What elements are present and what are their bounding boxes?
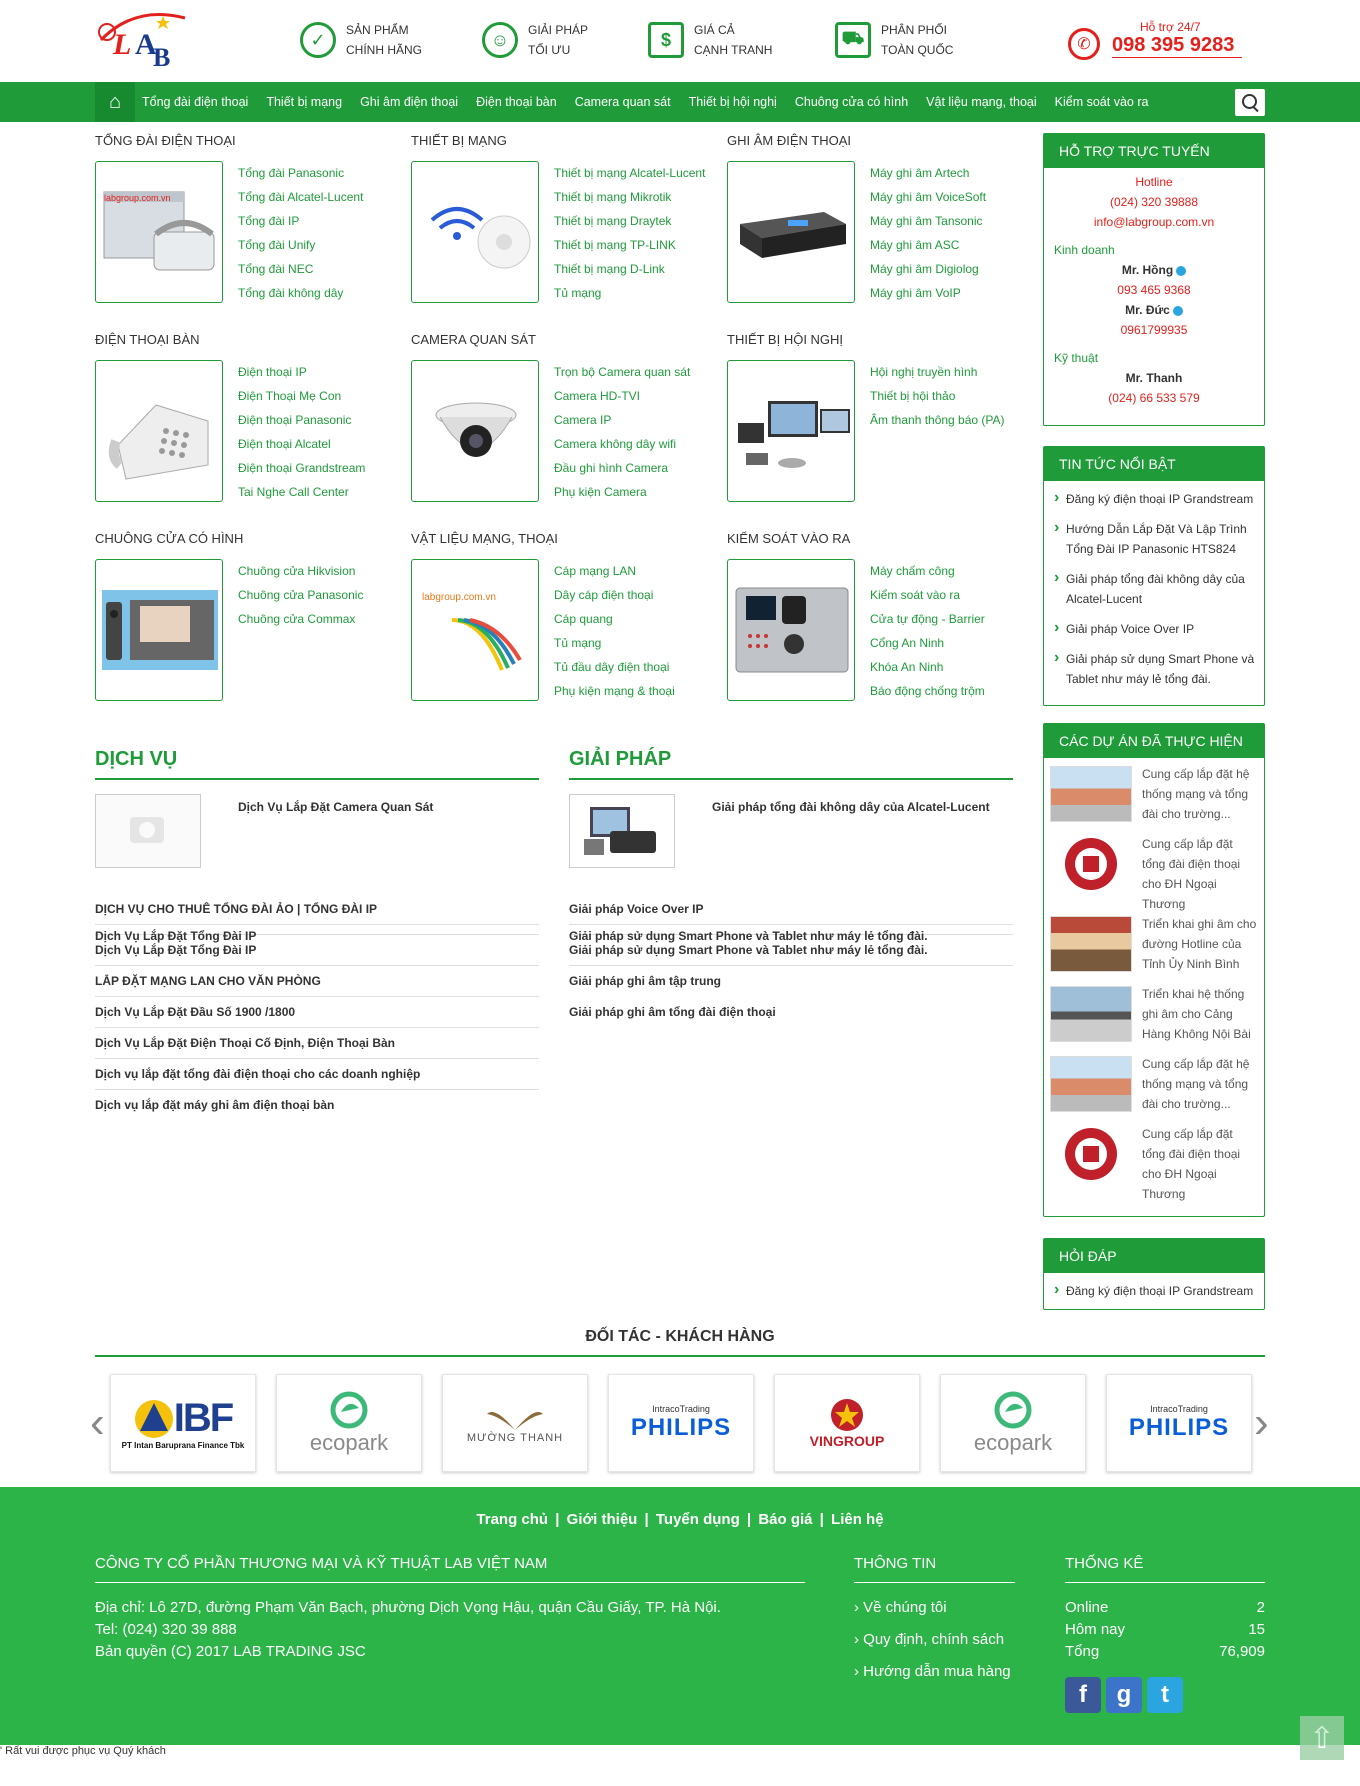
category-link[interactable]: Phụ kiện mạng & thoại [554, 684, 675, 698]
partner-name: ecopark [309, 1430, 389, 1455]
nav-item[interactable]: Điện thoại bàn [476, 95, 557, 109]
services-section [95, 748, 539, 1121]
category-link[interactable]: Hội nghị truyền hình [870, 365, 978, 379]
category-title[interactable]: VẬT LIỆU MẠNG, THOẠI [411, 531, 558, 546]
project-thumb[interactable] [1050, 766, 1132, 822]
news-item[interactable]: › Hướng Dẫn Lắp Đặt Và Lập Trình Tổng Đài IP Panasonic HTS824 [1052, 519, 1256, 559]
partner-logo[interactable] [774, 1374, 920, 1472]
category-link[interactable]: Tổng đài không dây [238, 286, 344, 300]
category-thumb[interactable] [727, 559, 855, 701]
solution-link[interactable]: Giải pháp ghi âm tổng đài điện thoại [569, 1005, 776, 1019]
category-link[interactable]: Tổng đài IP [238, 214, 300, 228]
info-link[interactable]: › Quy định, chính sách [854, 1631, 1005, 1648]
service-link[interactable]: Dịch Vụ Lắp Đặt Điện Thoại Cố Định, Điện Thoại Bàn [95, 1028, 539, 1059]
project-thumb[interactable] [1050, 916, 1132, 972]
service-link[interactable]: Dịch vụ lắp đặt tổng đài điện thoại cho các doanh nghiệp [95, 1059, 539, 1090]
category-thumb[interactable] [727, 161, 855, 303]
info-title: THÔNG TIN [854, 1555, 1015, 1583]
project-thumb[interactable] [1050, 1056, 1132, 1112]
news-item[interactable]: › Đăng ký điện thoại IP Grandstream [1052, 489, 1256, 509]
faq-box [1043, 1238, 1265, 1310]
category-thumb[interactable] [411, 360, 539, 502]
category-link[interactable]: Điện thoại Alcatel [238, 437, 331, 451]
company-tel: Tel: (024) 320 39 888 [95, 1621, 237, 1638]
category-link[interactable]: Chuông cửa Panasonic [238, 588, 364, 602]
category-link[interactable]: Trọn bộ Camera quan sát [554, 365, 691, 379]
stat-row [1065, 1597, 1265, 1619]
stats-title: THỐNG KÊ [1065, 1555, 1265, 1583]
news-item[interactable]: › Giải pháp tổng đài không dây của Alcatel-Lucent [1052, 569, 1256, 609]
service-link[interactable]: Dịch vụ lắp đặt máy ghi âm điện thoại bàn [95, 1098, 335, 1112]
image-placeholder-icon[interactable] [95, 794, 201, 868]
category-link[interactable]: Camera IP [554, 413, 612, 427]
solution-link[interactable]: Giải pháp Voice Over IP [569, 894, 1013, 925]
category-recorder [727, 133, 1037, 300]
svg-text:A: A [135, 28, 157, 61]
category-link[interactable]: Cáp mạng LAN [554, 564, 637, 578]
category-title[interactable]: CAMERA QUAN SÁT [411, 332, 536, 347]
partner-name: VINGROUP [809, 1433, 885, 1449]
service-link[interactable]: Dịch Vụ Lắp Đặt Tổng Đài IP [95, 935, 539, 966]
project-item[interactable] [1044, 758, 1264, 828]
category-materials [411, 531, 721, 698]
category-link[interactable]: Kiểm soát vào ra [870, 588, 961, 602]
project-thumb[interactable] [1050, 986, 1132, 1042]
category-link[interactable]: Điện thoại Grandstream [238, 461, 366, 475]
smile-icon: ☺ [482, 22, 518, 58]
solution-link[interactable]: Giải pháp sử dụng Smart Phone và Tablet như máy lẻ tổng đài. [569, 935, 1013, 966]
feature-line1: GIÁ CẢ [694, 23, 735, 37]
projects-box [1043, 723, 1265, 1217]
category-title[interactable]: GHI ÂM ĐIỆN THOẠI [727, 133, 851, 148]
search-icon[interactable] [1235, 89, 1265, 116]
category-link[interactable]: Máy ghi âm VoIP [870, 286, 961, 300]
project-title[interactable]: Triển khai hệ thống ghi âm cho Cảng Hàng Không Nội Bài [1142, 987, 1251, 1041]
company-name: CÔNG TY CỔ PHẦN THƯƠNG MẠI VÀ KỸ THUẬT LAB VIỆT NAM [95, 1555, 805, 1583]
partner-subtitle: PT Intan Baruprana Finance Tbk [121, 1441, 245, 1450]
skype-icon[interactable] [1176, 266, 1186, 276]
partner-logo[interactable] [1106, 1374, 1252, 1472]
sales-contact-name: Mr. Đức [1125, 303, 1170, 317]
project-item[interactable] [1044, 1118, 1264, 1201]
category-link[interactable]: Cửa tự động - Barrier [870, 612, 985, 626]
category-pbx [95, 133, 405, 300]
news-item[interactable]: › Giải pháp sử dụng Smart Phone và Tablet như máy lẻ tổng đài. [1052, 649, 1256, 689]
category-link[interactable]: Điện Thoại Mẹ Con [238, 389, 342, 403]
category-access-control [727, 531, 1037, 698]
feature-price [648, 20, 772, 60]
home-icon[interactable]: ⌂ [95, 82, 135, 122]
tech-label: Kỹ thuật [1054, 351, 1099, 365]
sales-label: Kinh doanh [1054, 243, 1115, 257]
footer-link[interactable]: Trang chủ [476, 1511, 549, 1528]
divider [95, 1355, 1265, 1357]
nav-item[interactable]: Thiết bị hội nghị [688, 95, 777, 109]
featured-news-box [1043, 446, 1265, 706]
copyright: Bản quyền (C) 2017 LAB TRADING JSC [95, 1643, 366, 1660]
bottom-bar [0, 1745, 1360, 1786]
category-thumb[interactable] [411, 161, 539, 303]
box-title: TIN TỨC NỔI BẬT [1044, 447, 1264, 481]
category-link[interactable]: Máy ghi âm Artech [870, 166, 970, 180]
featured-solution-thumb[interactable] [569, 794, 675, 868]
category-conference [727, 332, 1037, 427]
box-title: HỖ TRỢ TRỰC TUYẾN [1044, 134, 1264, 168]
thumb-watermark: labgroup.com.vn [422, 592, 496, 603]
info-column [854, 1555, 1015, 1683]
category-link[interactable]: Điện thoại IP [238, 365, 307, 379]
category-link[interactable]: Máy ghi âm Tansonic [870, 214, 983, 228]
tech-contact-phone[interactable]: (024) 66 533 579 [1108, 391, 1200, 405]
faq-item[interactable]: › Đăng ký điện thoại IP Grandstream [1052, 1281, 1256, 1301]
nav-item[interactable]: Ghi âm điện thoại [360, 95, 459, 109]
site-header [0, 0, 1360, 82]
feature-line2: TOÀN QUỐC [881, 43, 954, 57]
partner-subtitle: IntracoTrading [652, 1404, 710, 1414]
support-email[interactable]: info@labgroup.com.vn [1093, 215, 1215, 229]
service-link[interactable]: Dịch Vụ Lắp Đặt Tổng Đài IP [95, 925, 539, 935]
project-item[interactable] [1044, 828, 1264, 911]
category-title[interactable]: CHUÔNG CỬA CÓ HÌNH [95, 531, 244, 546]
stat-label: Tổng [1065, 1643, 1100, 1660]
partner-name: ecopark [973, 1430, 1053, 1455]
category-link[interactable]: Tủ đầu dây điện thoại [554, 660, 670, 674]
partner-logo[interactable] [110, 1374, 256, 1472]
lab-logo[interactable] [95, 10, 190, 72]
nav-item[interactable]: Camera quan sát [574, 95, 671, 109]
news-item[interactable]: › Giải pháp Voice Over IP [1052, 619, 1256, 639]
category-link[interactable]: Thiết bị mạng Mikrotik [554, 190, 672, 204]
category-link[interactable]: Máy chấm công [870, 564, 955, 578]
category-link[interactable]: Cổng An Ninh [870, 636, 945, 650]
project-title[interactable]: Cung cấp lắp đặt tổng đài điện thoại cho ĐH Ngoại Thương [1142, 1127, 1241, 1201]
category-link[interactable]: Tai Nghe Call Center [238, 485, 349, 499]
category-link[interactable]: Máy ghi âm VoiceSoft [870, 190, 987, 204]
category-link[interactable]: Chuông cửa Hikvision [238, 564, 356, 578]
solutions-section [569, 748, 1013, 1028]
category-link[interactable]: Máy ghi âm Digiolog [870, 262, 979, 276]
footer-link[interactable]: Báo giá [758, 1511, 813, 1528]
hotline-phone[interactable]: (024) 320 39888 [1109, 195, 1199, 209]
project-title[interactable]: Cung cấp lắp đặt hệ thống mạng và tổng đài cho trường... [1142, 767, 1250, 821]
category-link[interactable]: Dây cáp điện thoại [554, 588, 654, 602]
facebook-icon[interactable]: f [1065, 1677, 1101, 1713]
svg-text:L: L [113, 28, 132, 61]
project-title[interactable]: Cung cấp lắp đặt hệ thống mạng và tổng đài cho trường... [1142, 1057, 1250, 1111]
category-link[interactable]: Thiết bị mạng Draytek [554, 214, 672, 228]
footer-link[interactable]: Liên hệ [831, 1511, 884, 1528]
money-hand-icon: $ [648, 22, 684, 58]
category-link[interactable]: Tổng đài Alcatel-Lucent [238, 190, 364, 204]
category-title[interactable]: TỔNG ĐÀI ĐIỆN THOẠI [95, 133, 236, 148]
partner-logo[interactable] [608, 1374, 754, 1472]
sales-contact-name: Mr. Hồng [1121, 263, 1174, 277]
hotline-label: Hotline [1135, 175, 1173, 189]
category-title[interactable]: KIỂM SOÁT VÀO RA [727, 531, 851, 546]
category-link[interactable]: Thiết bị hội thảo [870, 389, 956, 403]
feature-delivery [835, 20, 953, 60]
hotline-label: Hỗ trợ 24/7 [1140, 20, 1201, 34]
service-link[interactable]: LẮP ĐẶT MẠNG LAN CHO VĂN PHÒNG [95, 966, 539, 997]
info-link[interactable]: › Hướng dẫn mua hàng [854, 1663, 1011, 1680]
partner-name: PHILIPS [630, 1414, 732, 1441]
category-link[interactable]: Âm thanh thông báo (PA) [870, 413, 1005, 427]
service-link[interactable]: DỊCH VỤ CHO THUÊ TỔNG ĐÀI ẢO | TỔNG ĐÀI IP [95, 894, 539, 925]
category-link[interactable]: Cáp quang [554, 612, 613, 626]
category-link[interactable]: Chuông cửa Commax [238, 612, 356, 626]
project-title[interactable]: Triển khai ghi âm cho đường Hotline của Tỉnh Ủy Ninh Bình [1142, 917, 1257, 971]
google-plus-icon[interactable]: g [1106, 1677, 1142, 1713]
site-footer [0, 1487, 1360, 1745]
category-link[interactable]: Thiết bị mạng D-Link [554, 262, 665, 276]
project-title[interactable]: Cung cấp lắp đặt tổng đài điện thoại cho ĐH Ngoại Thương [1142, 837, 1241, 911]
info-link[interactable]: › Về chúng tôi [854, 1599, 947, 1616]
feature-solution [482, 20, 588, 60]
nav-item[interactable]: Thiết bị mạng [266, 95, 343, 109]
stat-value: 15 [1248, 1621, 1265, 1638]
category-link[interactable]: Tổng đài Unify [238, 238, 316, 252]
partner-logo[interactable] [940, 1374, 1086, 1472]
featured-service[interactable] [95, 794, 539, 894]
featured-solution[interactable] [569, 794, 1013, 894]
category-link[interactable]: Báo động chống trộm [870, 684, 985, 698]
solution-link[interactable]: Giải pháp ghi âm tập trung [569, 974, 722, 988]
feature-genuine [300, 20, 422, 60]
category-network [411, 133, 721, 300]
partners-title: ĐỐI TÁC - KHÁCH HÀNG [585, 1328, 775, 1345]
section-title[interactable]: DỊCH VỤ [95, 748, 539, 780]
project-item[interactable] [1044, 908, 1264, 978]
category-title[interactable]: ĐIỆN THOẠI BÀN [95, 332, 200, 347]
main-nav [0, 82, 1360, 122]
featured-service-title[interactable]: Dịch Vụ Lắp Đặt Camera Quan Sát [238, 800, 434, 814]
category-thumb[interactable] [727, 360, 855, 502]
project-thumb[interactable] [1050, 836, 1132, 892]
category-desk-phone [95, 332, 405, 499]
bottom-message: ' Rất vui được phục vụ Quý khách [0, 1745, 166, 1757]
skype-icon[interactable] [1173, 306, 1183, 316]
tech-contact-name: Mr. Thanh [1125, 371, 1183, 385]
company-address: Địa chỉ: Lô 27D, đường Phạm Văn Bạch, phường Dịch Vọng Hậu, quận Cầu Giấy, TP. Hà Nội. [95, 1599, 721, 1616]
service-link[interactable]: Dịch Vụ Lắp Đặt Đầu Số 1900 /1800 [95, 997, 539, 1028]
category-link[interactable]: Camera HD-TVI [554, 389, 641, 403]
category-doorbell [95, 531, 405, 626]
twitter-icon[interactable]: t [1147, 1677, 1183, 1713]
category-link[interactable]: Đầu ghi hình Camera [554, 461, 669, 475]
category-camera [411, 332, 721, 499]
box-title: HỎI ĐÁP [1044, 1239, 1264, 1273]
nav-item[interactable]: Tổng đài điện thoại [142, 95, 249, 109]
footer-link[interactable]: Giới thiệu [566, 1511, 638, 1528]
category-link[interactable]: Thiết bị mạng Alcatel-Lucent [554, 166, 706, 180]
category-link[interactable]: Tủ mạng [554, 636, 602, 650]
category-title[interactable]: THIẾT BỊ MẠNG [411, 133, 507, 148]
partner-subtitle: IntracoTrading [1150, 1404, 1208, 1414]
project-item[interactable] [1044, 978, 1264, 1048]
project-item[interactable] [1044, 1048, 1264, 1118]
partner-name: IBF [173, 1396, 233, 1440]
scroll-to-top-icon[interactable]: ⇧ [1300, 1716, 1344, 1760]
category-thumb[interactable] [95, 161, 223, 303]
category-link[interactable]: Tủ mạng [554, 286, 602, 300]
category-link[interactable]: Camera không dây wifi [554, 437, 677, 451]
stat-value: 2 [1256, 1599, 1265, 1616]
category-thumb[interactable] [95, 559, 223, 701]
company-info [95, 1555, 805, 1663]
partner-logo[interactable] [276, 1374, 422, 1472]
phone-icon: ✆ [1068, 28, 1100, 60]
chevron-left-icon[interactable]: ‹ [90, 1398, 105, 1447]
category-thumb[interactable] [95, 360, 223, 502]
featured-solution-title[interactable]: Giải pháp tổng đài không dây của Alcatel-Lucent [712, 800, 990, 814]
category-link[interactable]: Tổng đài NEC [238, 262, 314, 276]
box-title: CÁC DỰ ÁN ĐÃ THỰC HIỆN [1044, 724, 1264, 758]
partner-name: MƯỜNG THANH [466, 1432, 564, 1444]
category-link[interactable]: Thiết bị mạng TP-LINK [554, 238, 676, 252]
project-thumb[interactable] [1050, 1126, 1132, 1182]
solution-link[interactable]: Giải pháp sử dụng Smart Phone và Tablet như máy lẻ tổng đài. [569, 925, 1013, 935]
category-link[interactable]: Khóa An Ninh [870, 660, 944, 674]
category-thumb[interactable] [411, 559, 539, 701]
footer-link[interactable]: Tuyển dụng [655, 1511, 740, 1528]
feature-line2: CẠNH TRANH [694, 43, 773, 57]
stat-label: Online [1065, 1599, 1109, 1616]
stat-value: 76,909 [1219, 1643, 1265, 1660]
stat-row [1065, 1641, 1265, 1663]
stat-label: Hôm nay [1065, 1621, 1126, 1638]
stat-row [1065, 1619, 1265, 1641]
nav-item[interactable]: Vật liệu mạng, thoại [926, 95, 1037, 109]
feature-line2: TỐI ƯU [528, 43, 571, 57]
category-link[interactable]: Phụ kiện Camera [554, 485, 647, 499]
nav-item[interactable]: Kiểm soát vào ra [1054, 95, 1149, 109]
footer-links: Trang chủ | Giới thiệu | Tuyển dụng | Báo giá | Liên hệ [476, 1511, 884, 1528]
check-circle-icon: ✓ [300, 22, 336, 58]
online-support-box [1043, 133, 1265, 426]
hotline-number[interactable]: 098 395 9283 [1112, 34, 1242, 58]
partner-logo[interactable] [442, 1374, 588, 1472]
category-link[interactable]: Tổng đài Panasonic [238, 166, 345, 180]
feature-line1: SẢN PHẨM [346, 23, 409, 37]
sales-contact-phone[interactable]: 0961799935 [1120, 323, 1188, 337]
sales-contact-phone[interactable]: 093 465 9368 [1117, 283, 1191, 297]
svg-text:B: B [153, 43, 171, 72]
social-links [1065, 1677, 1265, 1713]
nav-item[interactable]: Chuông cửa có hình [794, 95, 909, 109]
thumb-watermark: labgroup.com.vn [104, 193, 171, 203]
chevron-right-icon[interactable]: › [1254, 1398, 1269, 1447]
truck-icon: ⛟ [835, 22, 871, 58]
feature-line2: CHÍNH HÃNG [346, 43, 423, 57]
category-link[interactable]: Điện thoại Panasonic [238, 413, 352, 427]
feature-line1: PHÂN PHỐI [881, 23, 948, 37]
stats-column [1065, 1555, 1265, 1713]
category-title[interactable]: THIẾT BỊ HỘI NGHỊ [727, 332, 844, 347]
category-link[interactable]: Máy ghi âm ASC [870, 238, 960, 252]
section-title[interactable]: GIẢI PHÁP [569, 748, 1013, 780]
partner-name: PHILIPS [1128, 1414, 1230, 1441]
feature-line1: GIẢI PHÁP [528, 23, 589, 37]
